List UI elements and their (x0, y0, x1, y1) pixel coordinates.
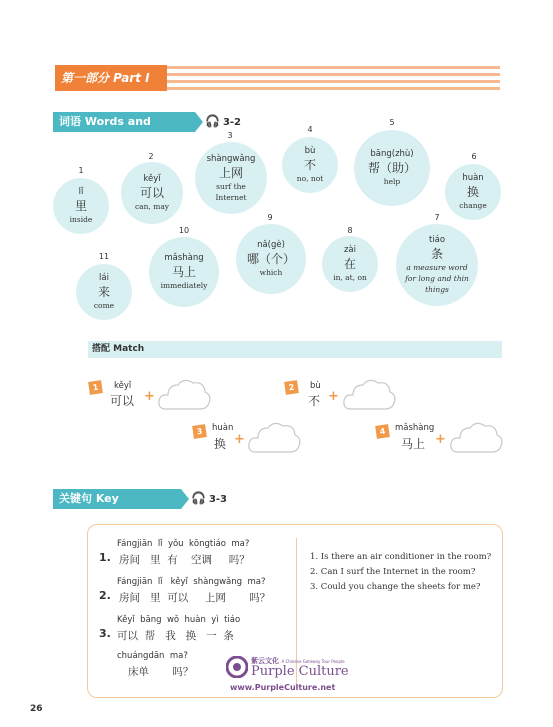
word-english: in, at, on (333, 273, 367, 282)
match-title: 搭配 Match (88, 341, 502, 358)
word-english: can, may (134, 202, 170, 211)
word-english: change (459, 201, 487, 210)
sentence-number: 3. (99, 627, 111, 640)
word-pinyin: tiáo (428, 235, 446, 245)
match-hanzi: 可以 (110, 394, 135, 408)
word-number: 11 (98, 252, 110, 261)
translation: 3. Could you change the sheets for me? (310, 582, 481, 592)
watermark-url: www.PurpleCulture.net (230, 683, 336, 692)
match-pinyin: kěyǐ (114, 381, 132, 391)
word-hanzi: 在 (343, 257, 356, 271)
match-number: 1 (88, 380, 103, 395)
word-number: 4 (307, 125, 313, 134)
word-pinyin: bāng(zhù) (370, 149, 414, 159)
words-section-title: 词语 Words and Phrases (53, 112, 195, 132)
word-pinyin: nǎ(gè) (257, 240, 285, 250)
word-number: 7 (434, 213, 440, 222)
match-pinyin: bù (310, 381, 321, 391)
word-number: 2 (148, 152, 154, 161)
word-english: a measure word for long and thin things (405, 263, 469, 294)
watermark-brand: Purple Culture (251, 664, 349, 679)
word-hanzi: 马上 (171, 265, 196, 279)
word-number: 1 (78, 166, 84, 175)
word-bubble (53, 178, 109, 234)
word-english: immediately (160, 281, 208, 290)
part-banner (55, 63, 500, 93)
word-bubble (121, 162, 183, 224)
word-hanzi: 里 (74, 199, 87, 213)
word-pinyin: mǎshàng (164, 253, 204, 263)
word-hanzi: 来 (97, 285, 110, 299)
match-number: 3 (192, 424, 207, 439)
word-bubble (236, 224, 306, 294)
word-english: inside (69, 215, 93, 224)
plus-sign: + (234, 432, 245, 447)
audio-track: 3-2 (222, 117, 242, 128)
word-bubble (195, 142, 267, 214)
key-sentences-title: 关键句 Key Sentences (53, 489, 181, 509)
page-number: 26 (30, 704, 43, 714)
word-bubble (322, 236, 378, 292)
sentence-number: 1. (99, 551, 111, 564)
headphones-icon: 🎧 (191, 491, 206, 505)
word-pinyin: lǐ (78, 187, 84, 197)
word-number: 3 (227, 131, 233, 140)
word-bubble (282, 137, 338, 193)
word-pinyin: lái (99, 273, 109, 283)
cloud-answer-box[interactable] (246, 418, 302, 458)
word-hanzi: 帮（助） (367, 161, 416, 175)
word-bubble (149, 237, 219, 307)
match-pinyin: mǎshàng (395, 423, 435, 433)
word-hanzi: 上网 (218, 165, 243, 180)
watermark-tagline: A Chinese Gateway Tour People (281, 659, 345, 664)
word-pinyin: bù (304, 146, 316, 156)
plus-sign: + (144, 389, 155, 404)
audio-track: 3-3 (208, 494, 228, 505)
match-hanzi: 不 (308, 394, 321, 408)
match-pinyin: huàn (212, 423, 234, 433)
word-number: 10 (178, 226, 190, 235)
cloud-answer-box[interactable] (341, 375, 397, 415)
cloud-answer-box[interactable] (156, 375, 212, 415)
match-number: 4 (375, 424, 390, 439)
plus-sign: + (328, 389, 339, 404)
word-number: 9 (267, 213, 273, 222)
translation: 1. Is there an air conditioner in the room? (310, 552, 492, 562)
words-audio[interactable] (205, 114, 241, 128)
sentence-pinyin: Fángjiān lǐ yǒu kōngtiáo ma? (117, 539, 250, 549)
word-hanzi: 不 (303, 158, 316, 172)
sentence-pinyin: Fángjiān lǐ kěyǐ shàngwǎng ma? (117, 577, 266, 587)
word-hanzi: 哪（个） (246, 252, 295, 266)
word-bubble (445, 164, 501, 220)
cloud-answer-box[interactable] (448, 418, 504, 458)
key-audio[interactable] (191, 491, 227, 505)
plus-sign: + (435, 432, 446, 447)
sentence-hanzi: 床单 吗？ (128, 666, 194, 678)
word-hanzi: 可以 (139, 186, 164, 200)
match-hanzi: 马上 (401, 437, 426, 451)
word-english: no, not (296, 174, 324, 183)
match-number: 2 (284, 380, 299, 395)
word-pinyin: shàngwǎng (206, 153, 256, 164)
part-title: 第一部分 Part I (55, 65, 167, 91)
word-number: 6 (471, 152, 477, 161)
word-bubble (396, 224, 478, 306)
sentence-pinyin: chuángdān ma? (117, 651, 188, 661)
word-hanzi: 换 (466, 185, 479, 199)
word-number: 8 (347, 226, 353, 235)
word-english: surf the Internet (215, 181, 247, 202)
word-english: help (383, 177, 401, 186)
word-english: come (93, 301, 115, 310)
sentence-number: 2. (99, 589, 111, 602)
word-english: which (259, 268, 283, 277)
word-pinyin: kěyǐ (143, 174, 161, 184)
sentence-pinyin: Kěyǐ bāng wǒ huàn yì tiáo (117, 615, 241, 625)
match-hanzi: 换 (214, 437, 227, 451)
sentence-hanzi: 房间 里 有 空调 吗？ (119, 554, 250, 566)
sentence-hanzi: 房间 里 可以 上网 吗？ (119, 592, 271, 604)
word-number: 5 (389, 118, 395, 127)
word-bubble (76, 264, 132, 320)
watermark-chinese: 紫云文化 (251, 657, 279, 665)
headphones-icon: 🎧 (205, 114, 220, 128)
translation: 2. Can I surf the Internet in the room? (310, 567, 476, 577)
purple-culture-logo-icon (226, 656, 248, 678)
word-hanzi: 条 (430, 247, 443, 261)
word-bubble (354, 130, 430, 206)
word-pinyin: zài (343, 245, 357, 255)
word-pinyin: huàn (462, 173, 484, 183)
sentence-hanzi: 可以 帮 我 换 一 条 (117, 630, 234, 642)
